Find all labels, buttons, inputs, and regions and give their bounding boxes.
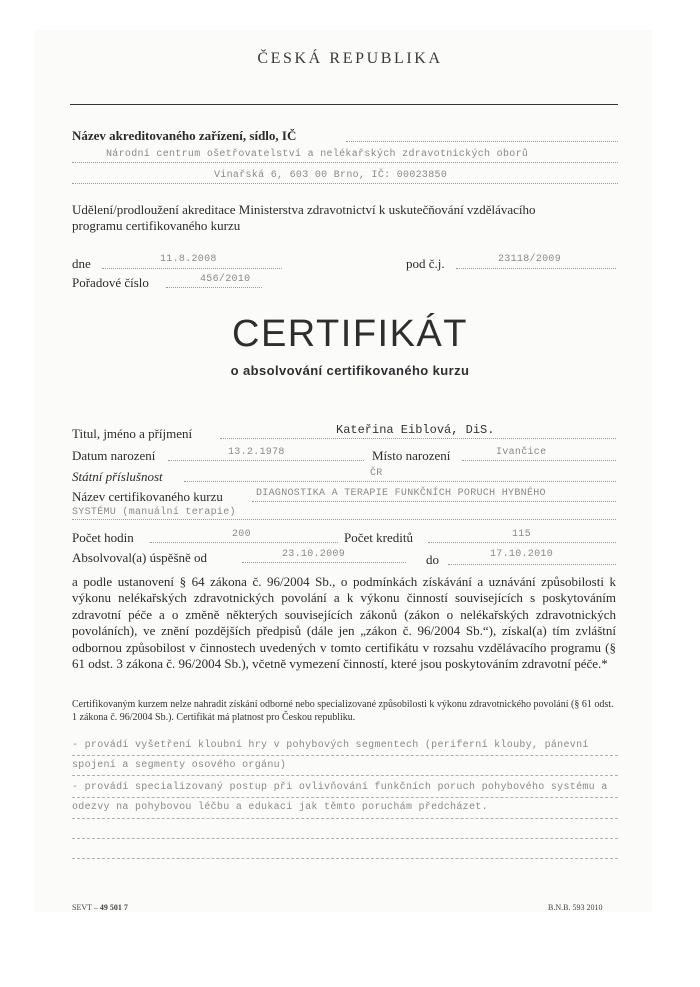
completed-from-value: 23.10.2009 — [282, 549, 346, 560]
hours-label: Počet hodin — [72, 530, 134, 545]
order-value: 456/2010 — [200, 274, 251, 285]
completed-to-value: 17.10.2010 — [490, 549, 554, 560]
activity-dash-2 — [72, 775, 618, 776]
accreditation-text-1: Udělení/prodloužení akreditace Ministerstva zdravotnictví k uskutečňování vzdělávacího — [72, 202, 536, 217]
completed-to-dots — [448, 564, 616, 565]
institution-label: Název akreditovaného zařízení, sídlo, IČ — [72, 128, 297, 143]
birth-value: 13.2.1978 — [228, 447, 285, 458]
birth-dots — [168, 460, 364, 461]
date-label: dne — [72, 256, 91, 271]
order-label: Pořadové číslo — [72, 275, 149, 290]
hours-value: 200 — [232, 529, 251, 540]
hours-dots — [150, 542, 338, 543]
order-dots — [166, 287, 262, 288]
activity-dash-5 — [72, 838, 618, 839]
credits-dots — [428, 542, 616, 543]
activity-dash-6 — [72, 858, 618, 859]
place-dots — [462, 460, 616, 461]
activity-dash-3 — [72, 797, 618, 798]
credits-label: Počet kreditů — [344, 530, 413, 545]
course-dots-2 — [72, 519, 616, 520]
citizenship-label: Státní příslušnost — [72, 469, 163, 484]
place-value: Ivančice — [496, 447, 547, 458]
footer-left-code: 49 501 7 — [99, 903, 128, 912]
certificate-subtitle: o absolvování certifikovaného kurzu — [230, 363, 470, 378]
institution-dots-1 — [346, 141, 618, 142]
completed-from-dots — [242, 562, 406, 563]
credits-value: 115 — [512, 529, 531, 540]
name-value: Kateřina Eiblová, DiS. — [336, 423, 495, 437]
completed-to-label: do — [426, 552, 439, 567]
place-label: Místo narození — [372, 448, 451, 463]
footer-left-prefix: SEVT – — [72, 903, 100, 912]
certificate-title: CERTIFIKÁT — [232, 313, 468, 355]
footer-left — [72, 903, 128, 912]
accreditation-text-2: programu certifikovaného kurzu — [72, 218, 241, 233]
activity-dash-4 — [72, 818, 618, 819]
institution-name: Národní centrum ošetřovatelství a nelékařských zdravotnických oborů — [106, 149, 529, 160]
institution-address: Vinařská 6, 603 00 Brno, IČ: 00023850 — [214, 170, 448, 181]
activity-line-2: spojení a segmenty osového orgánu) — [72, 760, 287, 771]
course-dots-1 — [252, 501, 616, 502]
legal-text: a podle ustanovení § 64 zákona č. 96/2004 Sb., o podmínkách získávání a uznávání způsobilosti k výkonu nelékařských zdravotnických povolání a k výkonu činností souvisejících s poskytováním zdravotní péče a o změně některých souvisejících zákonů (zákon o nelékařských zdravotnických povoláních), ve znění pozdějších předpisů (dále jen „zákon č. 96/2004 Sb.“), získal(a) tím zvláštní odbornou způsobilost v činnostech uvedených v tomto certifikátu v rozsahu vzdělávacího programu (§ 61 odst. 3 zákona č. 96/2004 Sb.), včetně vymezení činností, které jsou poskytováním zdravotní péče.* — [72, 574, 616, 672]
institution-dots-2 — [72, 162, 618, 163]
birth-label: Datum narození — [72, 448, 156, 463]
citizenship-dots — [184, 481, 616, 482]
name-label: Titul, jméno a příjmení — [72, 426, 193, 441]
footer-right: B.N.B. 593 2010 — [548, 903, 603, 912]
completed-label: Absolvoval(a) úspěšně od — [72, 550, 208, 565]
course-value-2: SYSTÉMU (manuální terapie) — [72, 507, 236, 518]
name-dots — [220, 438, 616, 439]
ref-label: pod č.j. — [406, 256, 445, 271]
country-heading: ČESKÁ REPUBLIKA — [257, 50, 443, 67]
course-label: Název certifikovaného kurzu — [72, 489, 223, 504]
header-rule — [70, 104, 618, 105]
ref-value: 23118/2009 — [498, 254, 562, 265]
activity-line-1: - provádí vyšetření kloubní hry v pohybových segmentech (periferní klouby, pánevní — [72, 740, 589, 751]
citizenship-value: ČR — [370, 468, 383, 479]
institution-dots-3 — [72, 183, 618, 184]
activity-dash-1 — [72, 755, 618, 756]
ref-dots — [456, 268, 616, 269]
date-dots — [102, 268, 282, 269]
note-text: Certifikovaným kurzem nelze nahradit získání odborné nebo specializované způsobilosti k výkonu zdravotnického povolání (§ 61 odst. 1 zákona č. 96/2004 Sb.). Certifikát má platnost pro Českou republiku. — [72, 699, 614, 723]
course-value-1: DIAGNOSTIKA A TERAPIE FUNKČNÍCH PORUCH HYBNÉHO — [256, 488, 546, 499]
activity-line-4: odezvy na pohybovou léčbu a edukaci jak těmto poruchám předcházet. — [72, 802, 488, 813]
activity-line-3: - provádí specializovaný postup při ovlivňování funkčních poruch pohybového systému a — [72, 782, 608, 793]
date-value: 11.8.2008 — [160, 254, 217, 265]
